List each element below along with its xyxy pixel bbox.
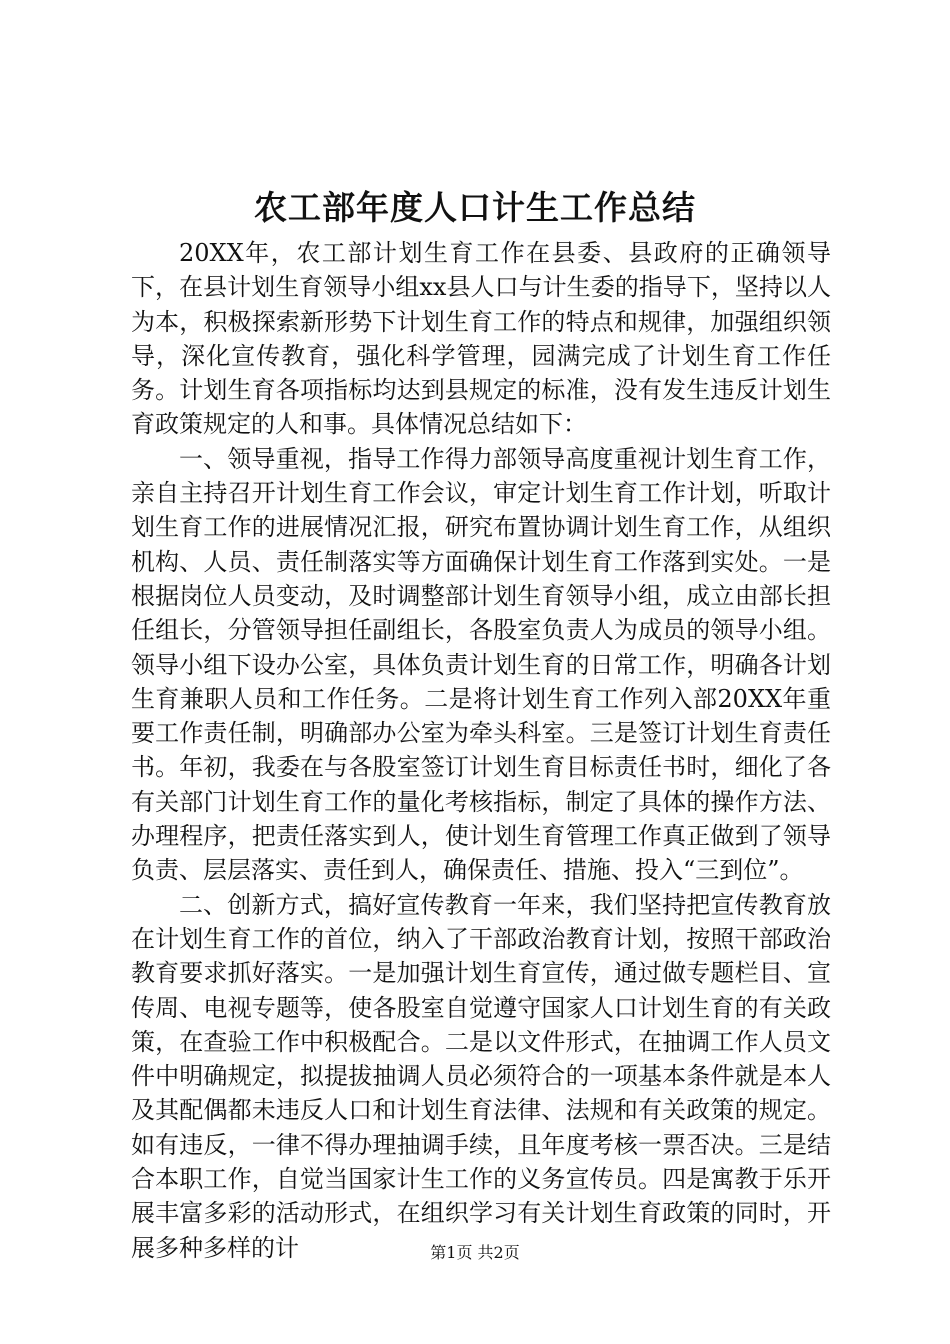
document-body [131, 236, 831, 1265]
document-title: 农工部年度人口计生工作总结 [254, 188, 696, 227]
paragraph-section-one: 一、领导重视，指导工作得力部领导高度重视计划生育工作，亲自主持召开计划生育工作会议，审定计划生育工作计划，听取计划生育工作的进展情况汇报，研究布置协调计划生育工作，从组织机构、人员、责任制落实等方面确保计划生育工作落到实处。一是根据岗位人员变动，及时调整部计划生育领导小组，成立由部长担任组长，分管领导担任副组长，各股室负责人为成员的领导小组。领导小组下设办公室，具体负责计划生育的日常工作，明确各计划生育兼职人员和工作任务。二是将计划生育工作列入部20XX年重要工作责任制，明确部办公室为牵头科室。三是签订计划生育责任书。年初，我委在与各股室签订计划生育目标责任书时，细化了各有关部门计划生育工作的量化考核指标，制定了具体的操作方法、办理程序，把责任落实到人，使计划生育管理工作真正做到了领导负责、层层落实、责任到人，确保责任、措施、投入“三到位”。 [131, 444, 831, 885]
page-footer: 第1页 共2页 [430, 1243, 520, 1262]
paragraph-intro: 20XX年，农工部计划生育工作在县委、县政府的正确领导下，在县计划生育领导小组xx县人口与计生委的指导下，坚持以人为本，积极探索新形势下计划生育工作的特点和规律，加强组织领导，深化宣传教育，强化科学管理，园满完成了计划生育工作任务。计划生育各项指标均达到县规定的标准，没有发生违反计划生育政策规定的人和事。具体情况总结如下： [131, 239, 831, 439]
paragraph-section-two: 二、创新方式，搞好宣传教育一年来，我们坚持把宣传教育放在计划生育工作的首位，纳入了干部政治教育计划，按照干部政治教育要求抓好落实。一是加强计划生育宣传，通过做专题栏目、宣传周、电视专题等，使各股室自觉遵守国家人口计划生育的有关政策，在查验工作中积极配合。二是以文件形式，在抽调工作人员文件中明确规定，拟提拔抽调人员必须符合的一项基本条件就是本人及其配偶都未违反人口和计划生育法律、法规和有关政策的规定。如有违反，一律不得办理抽调手续，且年度考核一票否决。三是结合本职工作，自觉当国家计生工作的义务宣传员。四是寓教于乐开展丰富多彩的活动形式，在组织学习有关计划生育政策的同时，开展多种多样的计 [131, 890, 831, 1262]
